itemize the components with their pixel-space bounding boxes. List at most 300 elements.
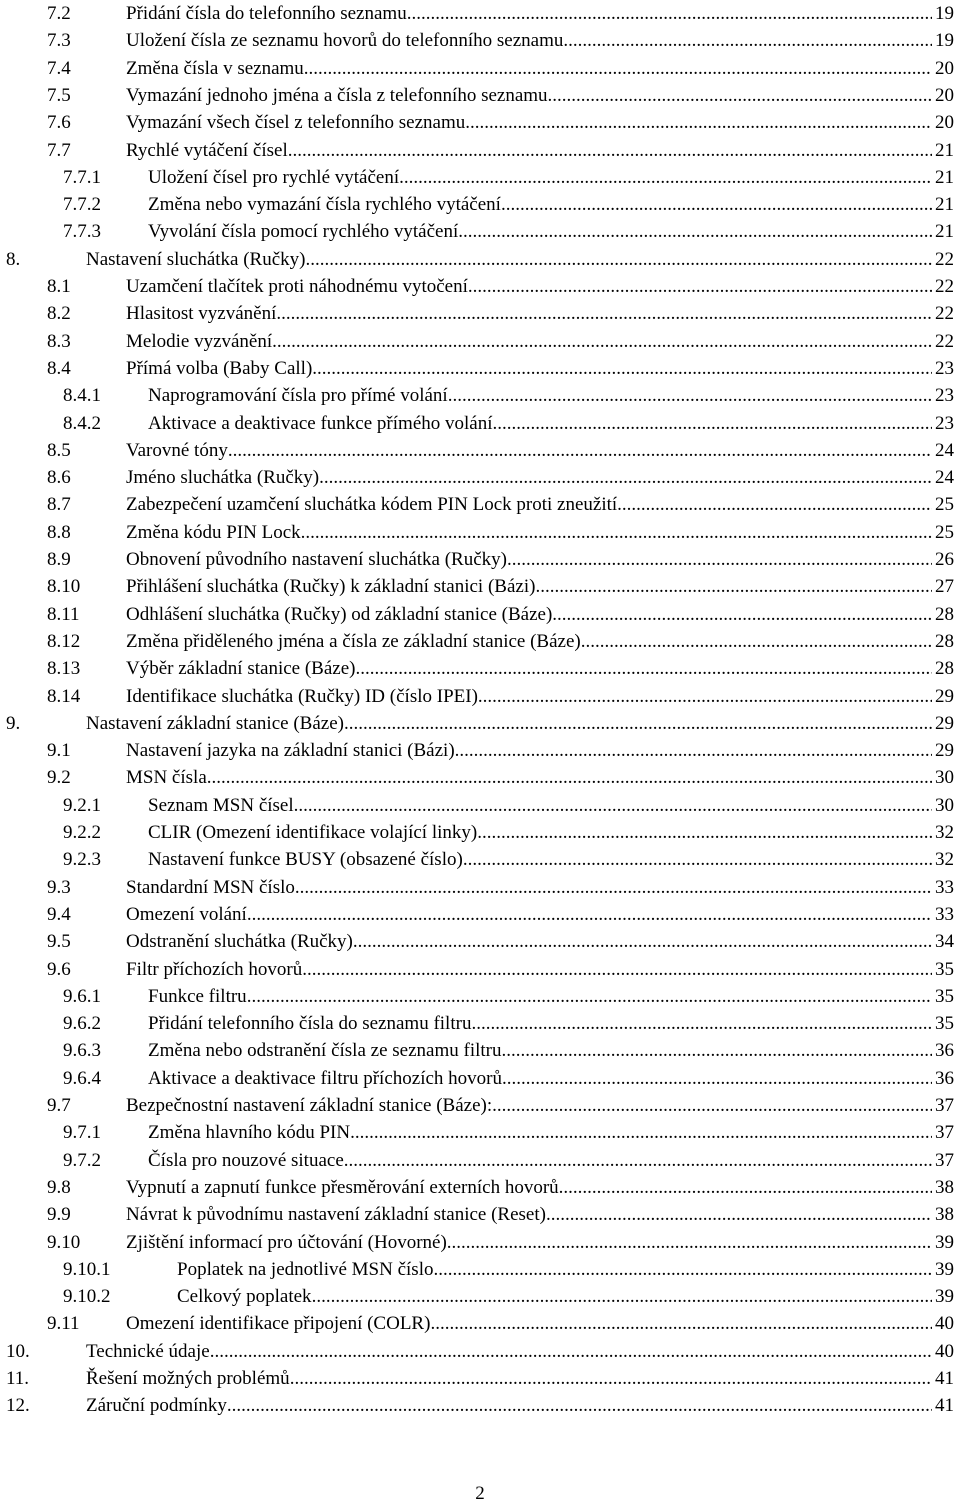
dot-leader xyxy=(304,55,932,82)
toc-entry-page: 39 xyxy=(935,1231,954,1253)
toc-entry-title-line xyxy=(148,191,932,218)
toc-entry-title: Uložení čísel pro rychlé vytáčení xyxy=(148,166,400,188)
toc-entry[interactable] xyxy=(0,573,960,600)
dot-leader xyxy=(465,109,932,136)
toc-entry-title-line xyxy=(126,956,932,983)
toc-entry-title-line xyxy=(126,737,932,764)
toc-entry-number: 10. xyxy=(6,1340,30,1362)
toc-entry[interactable] xyxy=(0,55,960,82)
toc-entry-title-line xyxy=(126,928,932,955)
toc-entry-title: Uzamčení tlačítek proti náhodnému vytočení xyxy=(126,276,468,297)
toc-entry-title-line xyxy=(126,546,932,573)
toc-entry-number: 8.4.2 xyxy=(63,412,101,434)
toc-entry-title: Varovné tóny xyxy=(126,439,228,461)
toc-entry-title-line xyxy=(126,300,932,327)
toc-entry[interactable] xyxy=(0,1283,960,1310)
toc-entry-title-line xyxy=(126,655,932,682)
toc-entry-title-line xyxy=(148,164,932,191)
toc-entry-page: 29 xyxy=(935,712,954,734)
toc-entry-title-line xyxy=(126,109,932,136)
toc-entry[interactable] xyxy=(0,655,960,682)
toc-entry[interactable] xyxy=(0,1037,960,1064)
toc-entry-number: 7.7.2 xyxy=(63,194,101,216)
toc-entry-title-line xyxy=(126,683,932,710)
toc-entry-title-line xyxy=(126,601,932,628)
toc-entry-title-line xyxy=(126,1174,932,1201)
toc-entry-title: Přidání telefonního čísla do seznamu filtru xyxy=(148,1013,472,1035)
toc-entry-title: Bezpečnostní nastavení základní stanice (Báze): xyxy=(126,1095,493,1116)
toc-entry-title-line xyxy=(126,0,932,27)
toc-entry[interactable] xyxy=(0,764,960,791)
toc-entry[interactable] xyxy=(0,410,960,437)
toc-entry-title: Změna nebo vymazání čísla rychlého vytáčení xyxy=(148,194,501,216)
dot-leader xyxy=(458,218,932,245)
toc-entry-number: 8.8 xyxy=(47,521,71,543)
toc-entry-title-line xyxy=(148,1065,932,1092)
toc-entry-title: Omezení volání xyxy=(126,903,247,925)
toc-entry[interactable] xyxy=(0,109,960,136)
toc-entry-title: Změna hlavního kódu PIN xyxy=(148,1122,351,1144)
toc-entry-title-line xyxy=(126,464,932,491)
toc-entry-number: 9.10.1 xyxy=(63,1258,111,1280)
dot-leader xyxy=(247,901,932,928)
toc-entry-page: 33 xyxy=(935,903,954,925)
dot-leader xyxy=(471,1010,932,1037)
dot-leader xyxy=(350,1119,932,1146)
toc-entry[interactable] xyxy=(0,1119,960,1146)
toc-entry[interactable] xyxy=(0,710,960,737)
dot-leader xyxy=(290,1365,932,1392)
dot-leader xyxy=(617,491,932,518)
toc-entry[interactable] xyxy=(0,164,960,191)
toc-entry[interactable] xyxy=(0,546,960,573)
toc-entry-number: 9.6.4 xyxy=(63,1067,101,1089)
toc-entry-page: 22 xyxy=(935,248,954,270)
toc-entry-page: 25 xyxy=(935,521,954,543)
toc-entry-number: 8.2 xyxy=(47,303,71,325)
toc-entry-number: 9. xyxy=(6,712,21,734)
toc-entry[interactable] xyxy=(0,1310,960,1337)
toc-entry-page: 23 xyxy=(935,385,954,407)
toc-entry[interactable] xyxy=(0,1201,960,1228)
toc-entry[interactable] xyxy=(0,1392,960,1419)
toc-entry-page: 32 xyxy=(935,849,954,871)
toc-entry[interactable] xyxy=(0,901,960,928)
toc-entry[interactable] xyxy=(0,191,960,218)
toc-entry-number: 8.3 xyxy=(47,330,71,352)
toc-entry[interactable] xyxy=(0,928,960,955)
toc-entry-title: Záruční podmínky xyxy=(86,1395,227,1417)
toc-entry-page: 41 xyxy=(935,1368,954,1389)
toc-entry-title-line xyxy=(148,1010,932,1037)
toc-entry-title: Uložení čísla ze seznamu hovorů do telefonního seznamu xyxy=(126,30,564,52)
toc-entry[interactable] xyxy=(0,683,960,710)
page-number: 2 xyxy=(475,1483,485,1504)
toc-entry-title-line xyxy=(148,1037,932,1064)
toc-entry-number: 8.13 xyxy=(47,658,81,680)
dot-leader xyxy=(295,874,932,901)
dot-leader xyxy=(448,382,932,409)
toc-entry[interactable] xyxy=(0,628,960,655)
toc-entry-page: 21 xyxy=(935,139,954,161)
toc-entry-title: Vymazání jednoho jména a čísla z telefonního seznamu xyxy=(126,84,548,106)
toc-entry-title-line xyxy=(126,491,932,518)
toc-entry-title: Nastavení funkce BUSY (obsazené číslo) xyxy=(148,849,463,871)
toc-entry-page: 28 xyxy=(935,658,954,680)
toc-entry-title: Změna kódu PIN Lock xyxy=(126,521,301,543)
toc-entry-title: Naprogramování čísla pro přímé volání xyxy=(148,385,448,407)
dot-leader xyxy=(305,246,932,273)
dot-leader xyxy=(227,1392,932,1419)
toc-entry-title: Melodie vyzvánění xyxy=(126,330,273,352)
toc-entry-number: 7.6 xyxy=(47,112,71,134)
toc-entry-number: 8.11 xyxy=(47,603,80,625)
dot-leader xyxy=(207,764,932,791)
toc-entry[interactable] xyxy=(0,519,960,546)
toc-entry-number: 9.6.1 xyxy=(63,985,101,1007)
toc-entry-page: 37 xyxy=(935,1095,954,1116)
toc-entry[interactable] xyxy=(0,1174,960,1201)
toc-entry[interactable] xyxy=(0,137,960,164)
dot-leader xyxy=(546,1201,932,1228)
dot-leader xyxy=(276,300,932,327)
toc-entry-title-line xyxy=(148,218,932,245)
toc-entry-page: 21 xyxy=(935,194,954,216)
dot-leader xyxy=(312,355,932,382)
toc-entry[interactable] xyxy=(0,819,960,846)
toc-entry-title: Návrat k původnímu nastavení základní stanice (Reset) xyxy=(126,1204,546,1226)
toc-entry-title-line xyxy=(126,137,932,164)
toc-entry-page: 19 xyxy=(935,3,954,24)
dot-leader xyxy=(455,737,932,764)
toc-entry-number: 7.7.1 xyxy=(63,166,101,188)
toc-entry-number: 9.6.2 xyxy=(63,1013,101,1035)
dot-leader xyxy=(288,137,932,164)
toc-entry-title-line xyxy=(86,710,932,737)
toc-entry-title: Aktivace a deaktivace funkce přímého volání xyxy=(148,412,493,434)
toc-entry-page: 41 xyxy=(935,1395,954,1417)
toc-entry-title: Filtr příchozích hovorů xyxy=(126,958,303,980)
toc-entry[interactable] xyxy=(0,437,960,464)
toc-entry-number: 9.2.3 xyxy=(63,849,101,871)
dot-leader xyxy=(478,683,932,710)
toc-entry-page: 40 xyxy=(935,1313,954,1335)
dot-leader xyxy=(312,1283,932,1310)
toc-entry-page: 40 xyxy=(935,1340,954,1362)
toc-entry-title-line xyxy=(126,628,932,655)
dot-leader xyxy=(502,1065,932,1092)
toc-entry-number: 8.10 xyxy=(47,576,81,598)
toc-entry-title: Přihlášení sluchátka (Ručky) k základní stanici (Bázi) xyxy=(126,576,536,598)
toc-entry-title-line xyxy=(148,846,932,873)
toc-entry-title-line xyxy=(177,1256,932,1283)
toc-entry-page: 22 xyxy=(935,276,954,297)
toc-entry-title: Změna přiděleného jména a čísla ze základní stanice (Báze) xyxy=(126,630,581,652)
toc-entry-page: 23 xyxy=(935,357,954,379)
toc-entry-title: Obnovení původního nastavení sluchátka (Ručky) xyxy=(126,549,507,570)
toc-entry-number: 9.6.3 xyxy=(63,1040,101,1062)
toc-entry[interactable] xyxy=(0,0,960,27)
dot-leader xyxy=(302,956,932,983)
toc-entry-page: 21 xyxy=(935,221,954,243)
toc-entry-number: 9.10 xyxy=(47,1231,81,1253)
toc-entry-title: CLIR (Omezení identifikace volající linky) xyxy=(148,822,478,843)
toc-entry[interactable] xyxy=(0,846,960,873)
toc-entry-number: 8. xyxy=(6,248,21,270)
toc-entry[interactable] xyxy=(0,491,960,518)
toc-entry[interactable] xyxy=(0,874,960,901)
dot-leader xyxy=(447,1229,932,1256)
dot-leader xyxy=(301,519,932,546)
toc-entry-title: Vyvolání čísla pomocí rychlého vytáčení xyxy=(148,221,459,243)
dot-leader xyxy=(507,546,932,573)
toc-entry-number: 8.12 xyxy=(47,630,81,652)
dot-leader xyxy=(294,792,932,819)
toc-entry-number: 9.7.2 xyxy=(63,1149,101,1171)
toc-entry-number: 9.7.1 xyxy=(63,1122,101,1144)
toc-entry-page: 20 xyxy=(935,112,954,134)
toc-entry-page: 37 xyxy=(935,1149,954,1171)
dot-leader xyxy=(433,1256,932,1283)
dot-leader xyxy=(468,273,932,300)
toc-entry-title: Změna čísla v seznamu xyxy=(126,57,304,79)
dot-leader xyxy=(559,1174,932,1201)
toc-entry-title: Odhlášení sluchátka (Ručky) od základní stanice (Báze) xyxy=(126,603,553,625)
toc-entry[interactable] xyxy=(0,1010,960,1037)
toc-entry-title: Nastavení jazyka na základní stanici (Bázi) xyxy=(126,740,455,762)
toc-entry[interactable] xyxy=(0,1365,960,1392)
toc-entry[interactable] xyxy=(0,1147,960,1174)
toc-entry[interactable] xyxy=(0,1338,960,1365)
toc-entry-page: 30 xyxy=(935,794,954,816)
toc-entry-title: Poplatek na jednotlivé MSN číslo xyxy=(177,1258,434,1280)
toc-entry-title-line xyxy=(126,27,932,54)
toc-entry[interactable] xyxy=(0,355,960,382)
toc-entry-number: 9.9 xyxy=(47,1204,71,1226)
toc-entry-page: 36 xyxy=(935,1040,954,1062)
toc-entry-title: Vymazání všech čísel z telefonního seznamu xyxy=(126,112,466,134)
toc-entry-number: 7.7.3 xyxy=(63,221,101,243)
toc-entry-title: Hlasitost vyzvánění xyxy=(126,303,277,325)
toc-entry-page: 28 xyxy=(935,630,954,652)
toc-entry-title-line xyxy=(126,573,932,600)
dot-leader xyxy=(535,573,932,600)
toc-entry[interactable] xyxy=(0,1065,960,1092)
dot-leader xyxy=(477,819,932,846)
toc-entry-number: 9.2.2 xyxy=(63,822,101,843)
toc-entry-title: Technické údaje xyxy=(86,1340,210,1362)
dot-leader xyxy=(355,655,932,682)
dot-leader xyxy=(581,628,932,655)
toc-entry-title: Odstranění sluchátka (Ručky) xyxy=(126,931,353,953)
toc-entry-title-line xyxy=(148,792,932,819)
toc-entry[interactable] xyxy=(0,273,960,300)
toc-entry-title-line xyxy=(126,1229,932,1256)
toc-entry-number: 7.3 xyxy=(47,30,71,52)
toc-entry-title: Výběr základní stanice (Báze) xyxy=(126,658,356,680)
toc-entry[interactable] xyxy=(0,983,960,1010)
toc-entry-title: Aktivace a deaktivace filtru příchozích hovorů xyxy=(148,1067,502,1089)
toc-entry-title-line xyxy=(148,819,932,846)
dot-leader xyxy=(319,464,932,491)
dot-leader xyxy=(493,410,933,437)
toc-entry-page: 20 xyxy=(935,84,954,106)
toc-entry-number: 11. xyxy=(6,1368,30,1389)
toc-entry-title: Celkový poplatek xyxy=(177,1286,312,1308)
toc-entry[interactable] xyxy=(0,1256,960,1283)
dot-leader xyxy=(407,0,932,27)
toc-entry-page: 37 xyxy=(935,1122,954,1144)
toc-entry-title: Standardní MSN číslo xyxy=(126,876,295,898)
toc-entry-title-line xyxy=(126,874,932,901)
toc-entry-number: 9.6 xyxy=(47,958,71,980)
dot-leader xyxy=(272,328,932,355)
toc-entry-title-line xyxy=(126,273,932,300)
toc-entry-title: Jméno sluchátka (Ručky) xyxy=(126,467,320,489)
toc-entry-title-line xyxy=(126,355,932,382)
toc-entry-page: 24 xyxy=(935,439,954,461)
toc-entry[interactable] xyxy=(0,601,960,628)
toc-entry-number: 8.6 xyxy=(47,467,71,489)
toc-entry-number: 8.1 xyxy=(47,276,71,297)
toc-entry-number: 7.2 xyxy=(47,3,71,24)
toc-entry-title: Zjištění informací pro účtování (Hovorné) xyxy=(126,1231,447,1253)
toc-entry-title: Seznam MSN čísel xyxy=(148,794,294,816)
dot-leader xyxy=(501,191,932,218)
toc-entry-number: 8.7 xyxy=(47,494,71,516)
toc-entry[interactable] xyxy=(0,1092,960,1119)
toc-entry-page: 32 xyxy=(935,822,954,843)
toc-entry-title-line xyxy=(148,983,932,1010)
toc-entry-title: Identifikace sluchátka (Ručky) ID (číslo IPEI) xyxy=(126,685,478,707)
dot-leader xyxy=(548,82,932,109)
toc-entry-title: MSN čísla xyxy=(126,767,207,789)
toc-entry-page: 30 xyxy=(935,767,954,789)
toc-entry-page: 35 xyxy=(935,958,954,980)
toc-entry-page: 26 xyxy=(935,549,954,570)
toc-entry-title: Čísla pro nouzové situace xyxy=(148,1149,344,1171)
toc-entry-title: Omezení identifikace připojení (COLR) xyxy=(126,1313,431,1335)
dot-leader xyxy=(430,1310,932,1337)
dot-leader xyxy=(463,846,932,873)
toc-entry[interactable] xyxy=(0,246,960,273)
toc-entry-title-line xyxy=(86,1338,932,1365)
toc-entry-page: 28 xyxy=(935,603,954,625)
toc-entry-title: Nastavení sluchátka (Ručky) xyxy=(86,248,306,270)
toc-entry-page: 34 xyxy=(935,931,954,953)
dot-leader xyxy=(492,1092,932,1119)
toc-entry[interactable] xyxy=(0,956,960,983)
toc-entry-page: 22 xyxy=(935,330,954,352)
toc-entry[interactable] xyxy=(0,1229,960,1256)
toc-entry-title-line xyxy=(126,328,932,355)
toc-entry-title-line xyxy=(126,519,932,546)
toc-entry-number: 7.5 xyxy=(47,84,71,106)
toc-entry-title-line xyxy=(126,764,932,791)
toc-entry-title-line xyxy=(86,246,932,273)
toc-entry-number: 9.1 xyxy=(47,740,71,762)
toc-entry-title: Funkce filtru xyxy=(148,985,247,1007)
dot-leader xyxy=(353,928,932,955)
toc-entry-title-line xyxy=(126,82,932,109)
toc-entry-page: 38 xyxy=(935,1204,954,1226)
toc-entry[interactable] xyxy=(0,300,960,327)
toc-entry-number: 8.5 xyxy=(47,439,71,461)
toc-entry-title: Přímá volba (Baby Call) xyxy=(126,357,313,379)
dot-leader xyxy=(552,601,932,628)
toc-entry-page: 29 xyxy=(935,685,954,707)
toc-entry-page: 25 xyxy=(935,494,954,516)
toc-entry[interactable] xyxy=(0,218,960,245)
toc-entry[interactable] xyxy=(0,464,960,491)
toc-entry-number: 9.8 xyxy=(47,1176,71,1198)
toc-entry-number: 8.4 xyxy=(47,357,71,379)
toc-entry-title-line xyxy=(148,1119,932,1146)
toc-entry-title-line xyxy=(126,1310,932,1337)
toc-entry-title-line xyxy=(148,410,932,437)
toc-entry[interactable] xyxy=(0,382,960,409)
toc-entry-page: 36 xyxy=(935,1067,954,1089)
toc-entry-title: Vypnutí a zapnutí funkce přesměrování externích hovorů xyxy=(126,1176,559,1198)
toc-entry-title-line xyxy=(126,55,932,82)
toc-entry-page: 24 xyxy=(935,467,954,489)
toc-entry-page: 20 xyxy=(935,57,954,79)
toc-entry-title: Zabezpečení uzamčení sluchátka kódem PIN Lock proti zneužití xyxy=(126,494,618,516)
toc-entry-page: 27 xyxy=(935,576,954,598)
toc-entry-number: 8.14 xyxy=(47,685,81,707)
toc-entry-number: 12. xyxy=(6,1395,30,1417)
toc-entry-page: 39 xyxy=(935,1286,954,1308)
dot-leader xyxy=(247,983,932,1010)
dot-leader xyxy=(501,1037,932,1064)
toc-entry-number: 9.4 xyxy=(47,903,71,925)
toc-entry-page: 29 xyxy=(935,740,954,762)
toc-entry-title-line xyxy=(126,1092,932,1119)
toc-entry-title-line xyxy=(126,901,932,928)
toc-entry-number: 9.3 xyxy=(47,876,71,898)
toc-entry-page: 22 xyxy=(935,303,954,325)
toc-entry-page: 23 xyxy=(935,412,954,434)
toc-entry[interactable] xyxy=(0,792,960,819)
dot-leader xyxy=(399,164,932,191)
toc-entry-number: 9.11 xyxy=(47,1313,80,1335)
toc-entry-title-line xyxy=(126,437,932,464)
toc-entry[interactable] xyxy=(0,27,960,54)
dot-leader xyxy=(344,710,932,737)
toc-entry-title-line xyxy=(177,1283,932,1310)
toc-entry-title: Nastavení základní stanice (Báze) xyxy=(86,712,344,734)
toc-entry-title: Změna nebo odstranění čísla ze seznamu filtru xyxy=(148,1040,502,1062)
toc-entry-page: 21 xyxy=(935,166,954,188)
toc-entry[interactable] xyxy=(0,328,960,355)
toc-entry-title: Přidání čísla do telefonního seznamu xyxy=(126,3,407,24)
toc-entry-title-line xyxy=(86,1392,932,1419)
toc-entry-page: 19 xyxy=(935,30,954,52)
toc-entry-title-line xyxy=(126,1201,932,1228)
toc-entry-title-line xyxy=(86,1365,932,1392)
toc-entry-number: 9.7 xyxy=(47,1095,71,1116)
toc-entry-number: 9.5 xyxy=(47,931,71,953)
toc-entry-page: 38 xyxy=(935,1176,954,1198)
toc-entry-number: 7.4 xyxy=(47,57,71,79)
toc-entry-number: 7.7 xyxy=(47,139,71,161)
dot-leader xyxy=(228,437,932,464)
toc-entry-number: 8.4.1 xyxy=(63,385,101,407)
toc-entry-page: 35 xyxy=(935,1013,954,1035)
toc-entry[interactable] xyxy=(0,82,960,109)
toc-entry[interactable] xyxy=(0,737,960,764)
toc-entry-number: 9.2 xyxy=(47,767,71,789)
